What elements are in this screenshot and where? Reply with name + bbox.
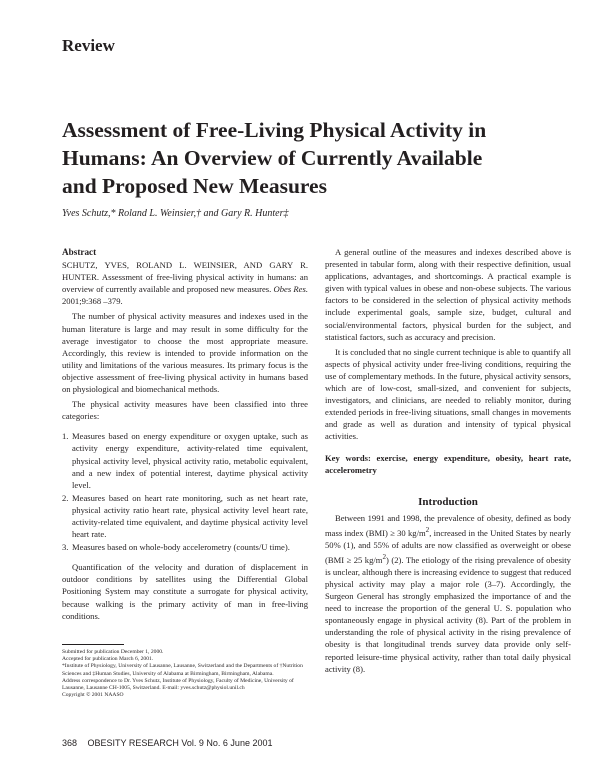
measures-list xyxy=(62,430,308,553)
footnote: *Institute of Physiology, University of Lausanne, Lausanne, Switzerland and the Departments of †Nutrition Sciences and ‡Human Studies, University of Alabama at Birmingham, Birmingham, Alabama. xyxy=(62,663,303,677)
article-title xyxy=(62,116,562,200)
right-column xyxy=(325,246,571,678)
list-number: 3. xyxy=(62,542,69,553)
list-item xyxy=(62,541,308,553)
list-item xyxy=(62,492,308,540)
abstract-paragraph: A general outline of the measures and indexes described above is presented in tabular form, along with their respective definition, usual applications, advantages, and shortcomings. A practical example is given with typical values in obese and non-obese subjects. The various factors to be considered in the selection of physical activity methods include experimental goals, sample size, budget, cultural and social/environmental factors, physical burden for the subject, and statistical factors, such as accuracy and precision. xyxy=(325,247,571,342)
page-number: 368 xyxy=(62,738,78,748)
citation-journal: Obes Res. xyxy=(273,284,308,295)
list-number: 1. xyxy=(62,431,69,442)
title-line: Humans: An Overview of Currently Available xyxy=(62,146,483,170)
list-text: Measures based on heart rate monitoring, such as net heart rate, physical activity ratio heart rate, physical activity level heart rate, activity-related time equivalent, and daytime physical activity level heart rate. xyxy=(72,492,308,540)
list-text: Measures based on whole-body accelerometry (counts/U time). xyxy=(72,542,290,553)
journal-info: OBESITY RESEARCH Vol. 9 No. 6 June 2001 xyxy=(87,738,273,748)
footnotes xyxy=(62,649,312,699)
footnote: Address correspondence to Dr. Yves Schutz, Institute of Physiology, Faculty of Medicine, University of Lausanne, Lausanne CH-1005, Switzerland. E-mail: yves.schutz@physiol.unil.ch xyxy=(62,677,294,692)
intro-text: ) (2). The etiology of the rising prevalence of obesity is unclear, although there is increasing evidence to suggest that reduced physical activity may play a major role (3–7). Accordingly, the Surgeon General has strongly emphasized the importance of and the need to increase the proportion of the general U. S. population who spontaneously engage in physical activity (8). Part of the problem in understanding the role of physical activity in the rising prevalence of obesity is that longitudinal trends survey data provide only self-reported leisure-time physical activity, rather than total daily physical activity (8). xyxy=(325,554,571,674)
superscript: 2 xyxy=(425,525,430,534)
intro-text: , increased in the United States by nearly 50% (1), and 55% of adults are now classified as overweight or obese (BMI ≥ 25 kg/m xyxy=(325,527,571,565)
keywords: Key words: exercise, energy expenditure, obesity, heart rate, accelerometry xyxy=(325,452,571,475)
list-number: 2. xyxy=(62,492,69,503)
abstract-paragraph: Quantification of the velocity and duration of displacement in outdoor conditions by satellites using the Differential Global Positioning System may constitute a surrogate for physical activity, because walking is the primary activity of man in free-living conditions. xyxy=(62,562,308,621)
list-item xyxy=(62,430,308,490)
left-column xyxy=(62,246,308,625)
authors: Yves Schutz,* Roland L. Weinsier,† and Gary R. Hunter‡ xyxy=(62,208,289,219)
title-line: and Proposed New Measures xyxy=(62,174,327,198)
title-line: Assessment of Free-Living Physical Activity in xyxy=(62,118,487,142)
section-label: Review xyxy=(62,36,115,55)
page-footer xyxy=(62,738,272,748)
footnote: Copyright © 2001 NAASO xyxy=(62,692,124,699)
footnote: Submitted for publication December 1, 2000. xyxy=(62,649,164,655)
abstract-heading: Abstract xyxy=(62,247,97,257)
introduction-heading: Introduction xyxy=(418,495,478,508)
abstract-citation xyxy=(62,259,308,307)
list-text: Measures based on energy expenditure or oxygen uptake, such as activity energy expenditure, activity-related time equivalent, physical activity level, physical activity ratio, metabolic equivalent, and a new index of potential interest, daytime physical activity level. xyxy=(72,431,308,490)
abstract-paragraph: The physical activity measures have been classified into three categories: xyxy=(62,399,308,422)
citation-volume: 2001;9:368 –379. xyxy=(62,296,123,307)
citation-text: SCHUTZ, YVES, ROLAND L. WEINSIER, AND GARY R. HUNTER. Assessment of free-living physical activity in humans: an overview of currently available and proposed new measures. xyxy=(62,260,308,295)
footnote: Accepted for publication March 6, 2001. xyxy=(62,656,154,663)
intro-text: Between 1991 and 1998, the prevalence of obesity, defined as body mass index (BMI) ≥ 30 kg/m xyxy=(325,512,571,538)
abstract-paragraph: It is concluded that no single current technique is able to quantify all aspects of physical activity under free-living conditions, requiring the use of complementary methods. In the future, physical activity sensors, which are of low-cost, small-sized, and convenient for subjects, investigators, and clinicians, are needed to reliably monitor, during extended periods in free-living situations, small changes in movements and grade as well as duration and intensity of typical physical activities. xyxy=(325,346,571,442)
introduction-paragraph xyxy=(325,512,571,675)
abstract-paragraph: The number of physical activity measures and indexes used in the human literature is large and may result in some difficulty for the average investigator to choose the most appropriate measure. Accordingly, this review is intended to provide information on the utility and limitations of the various measures. Its primary focus is the objective assessment of free-living physical activity in humans based on physiological and biomechanical methods. xyxy=(62,311,308,395)
superscript: 2 xyxy=(382,552,387,561)
footnote-divider xyxy=(62,644,124,645)
